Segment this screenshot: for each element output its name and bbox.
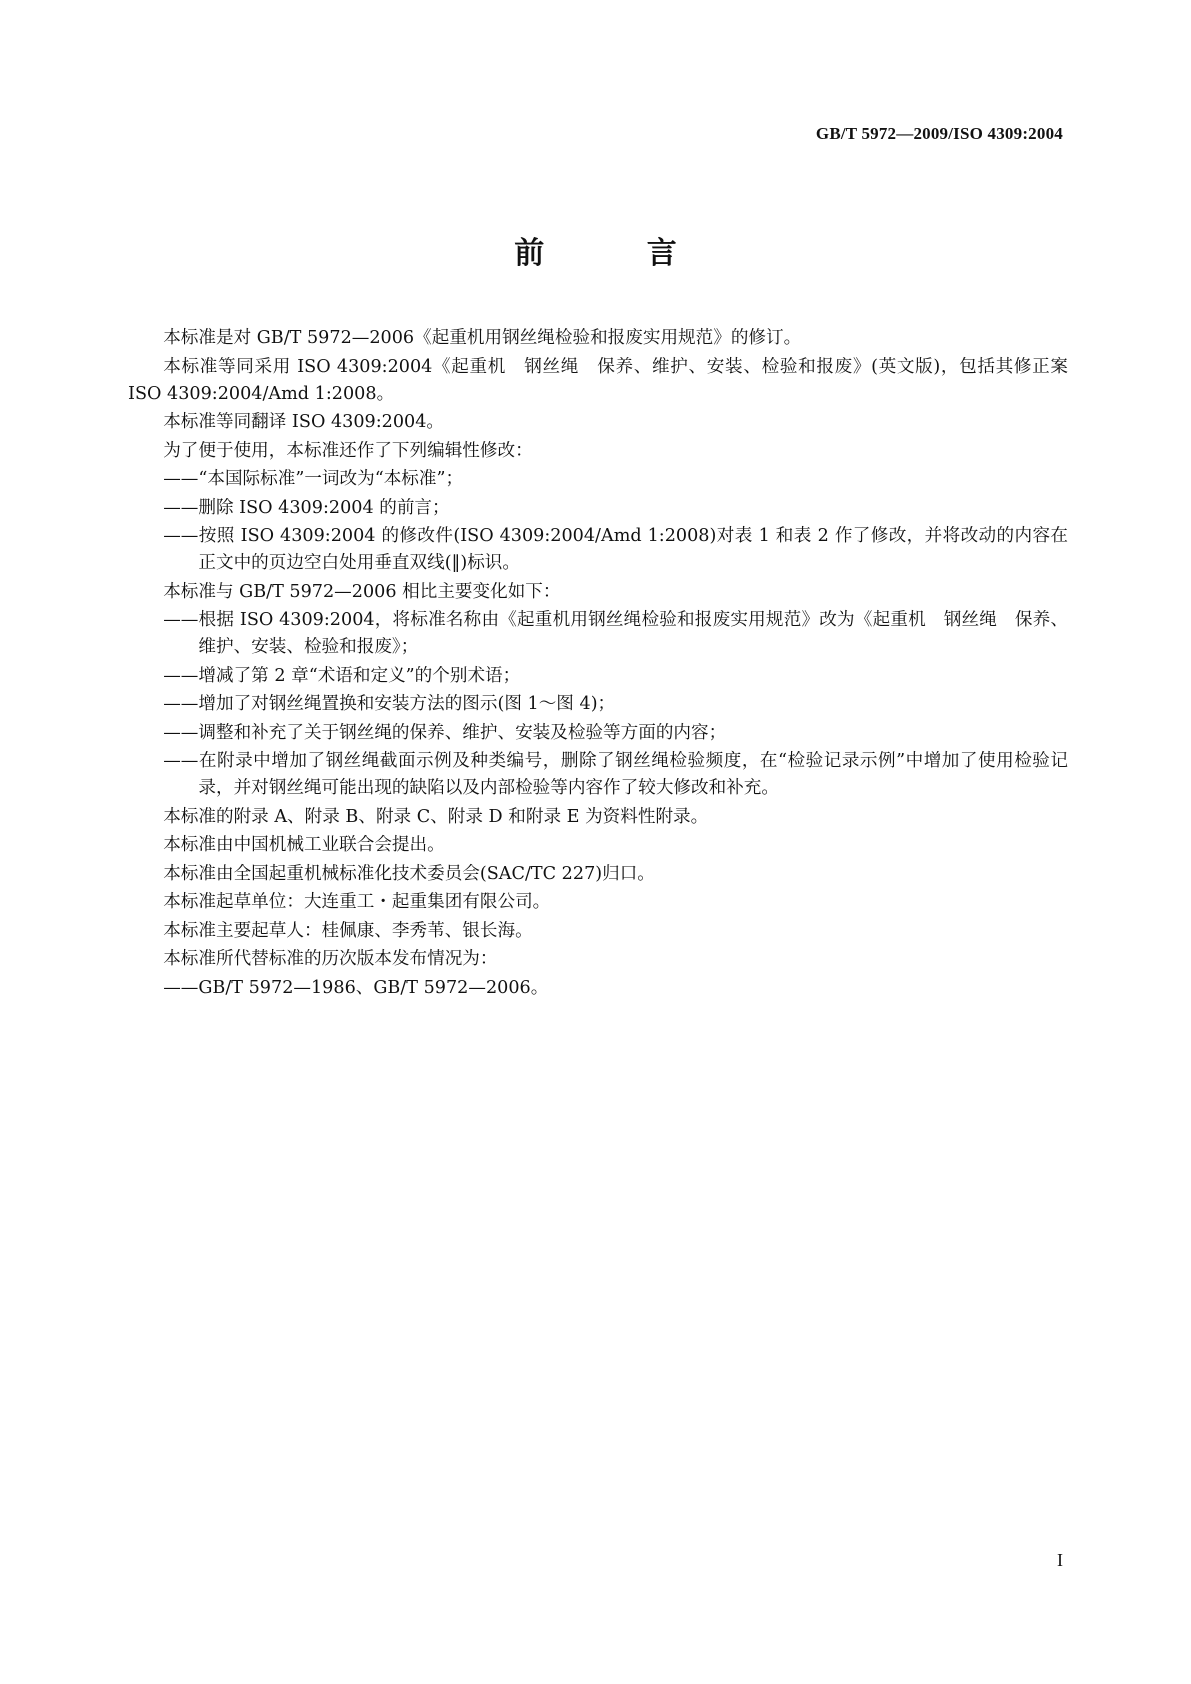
- paragraph: 本标准与 GB/T 5972—2006 相比主要变化如下：: [163, 581, 561, 602]
- list-item: ——调整和补充了关于钢丝绳的保养、维护、安装及检验等方面的内容；: [163, 722, 727, 743]
- paragraph: 本标准主要起草人：桂佩康、李秀苇、银长海。: [163, 920, 533, 941]
- list-item: ——根据 ISO 4309:2004，将标准名称由《起重机用钢丝绳检验和报废实用规范》改为《起重机 钢丝绳 保养、维护、安装、检验和报废》；: [163, 610, 1068, 657]
- paragraph: 本标准的附录 A、附录 B、附录 C、附录 D 和附录 E 为资料性附录。: [163, 806, 709, 827]
- list-item: ——删除 ISO 4309:2004 的前言；: [163, 497, 450, 518]
- list-item: ——按照 ISO 4309:2004 的修改件(ISO 4309:2004/Amd 1:2008)对表 1 和表 2 作了修改，并将改动的内容在正文中的页边空白处用垂直双线(‖)标识。: [163, 526, 1068, 573]
- paragraph: 本标准所代替标准的历次版本发布情况为：: [163, 949, 498, 969]
- list-item: ——增减了第 2 章“术语和定义”的个别术语；: [163, 665, 521, 686]
- list-item: ——在附录中增加了钢丝绳截面示例及种类编号，删除了钢丝绳检验频度，在“检验记录示例”中增加了使用检验记录，并对钢丝绳可能出现的缺陷以及内部检验等内容作了较大修改和补充。: [163, 751, 1068, 798]
- list-item: ——GB/T 5972—1986、GB/T 5972—2006。: [163, 977, 549, 998]
- page-number: I: [1057, 1550, 1063, 1570]
- list-item: ——“本国际标准”一词改为“本标准”；: [163, 469, 464, 489]
- paragraph: 为了便于使用，本标准还作了下列编辑性修改：: [163, 440, 533, 461]
- paragraph: 本标准起草单位：大连重工・起重集团有限公司。: [163, 892, 551, 912]
- paragraph: 本标准等同翻译 ISO 4309:2004。: [163, 412, 445, 432]
- standard-code-header: GB/T 5972—2009/ISO 4309:2004: [815, 124, 1063, 143]
- paragraph: 本标准由全国起重机械标准化技术委员会(SAC/TC 227)归口。: [163, 863, 655, 884]
- paragraph: 本标准是对 GB/T 5972—2006《起重机用钢丝绳检验和报废实用规范》的修订。: [163, 328, 802, 348]
- list-item: ——增加了对钢丝绳置换和安装方法的图示(图 1～图 4)；: [163, 694, 616, 714]
- paragraph: 本标准等同采用 ISO 4309:2004《起重机 钢丝绳 保养、维护、安装、检验和报废》(英文版)，包括其修正案 ISO 4309:2004/Amd 1:2008。: [128, 356, 1068, 404]
- document-body: [128, 325, 1068, 1003]
- paragraph: 本标准由中国机械工业联合会提出。: [163, 835, 445, 855]
- page-title: 前 言: [514, 236, 723, 271]
